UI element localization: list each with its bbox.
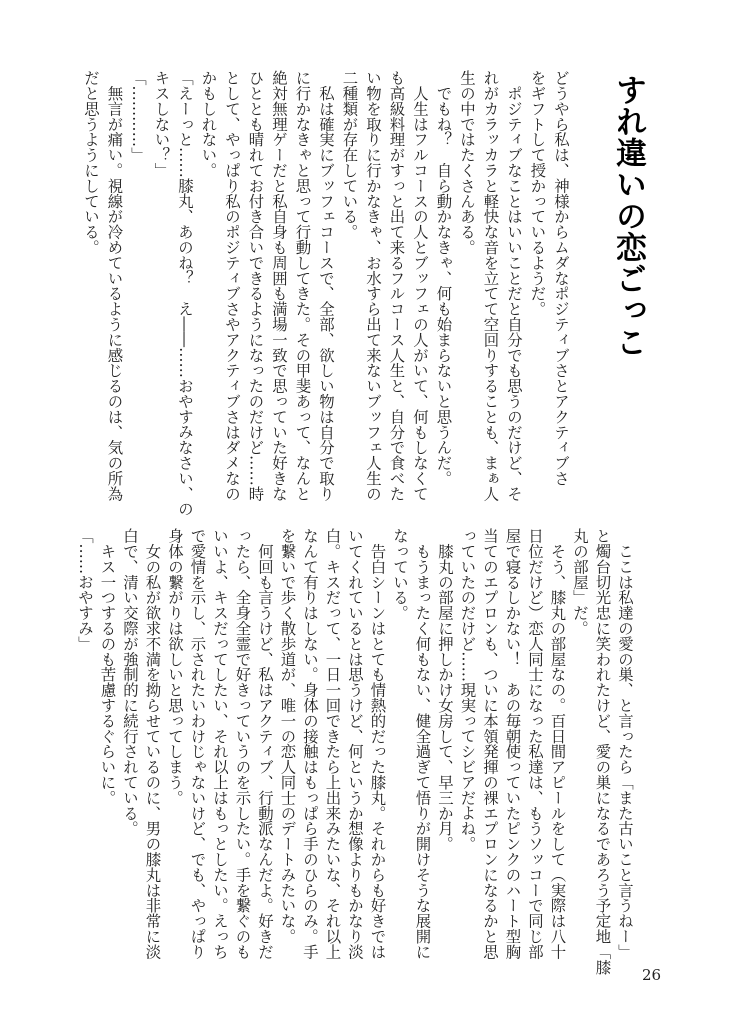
text-line: いてくれているとは思うけど、何というか想像よりもかなり淡	[346, 528, 364, 960]
text-line: っていたのだけど……現実ってシビアだよね。	[458, 528, 477, 852]
text-line: として、やっぱり私のポジティブさやアクティブさはダメなの	[223, 70, 241, 502]
text-line: 日位だけど）恋人同士になった私達は、もうソッコーで同じ部	[526, 528, 544, 960]
text-line: そう、膝丸の部屋なの。百日間アピールをして（実際は八十	[548, 528, 567, 960]
text-line: 膝丸の部屋に押しかけ女房して、早三か月。	[436, 528, 454, 852]
text-line: も高級料理がすっと出て来るフルコース人生と、自分で食べた	[387, 70, 406, 502]
text-line: 「……おやすみ」	[76, 528, 94, 652]
text-line: れがカラッカラと軽快な音を立てて空回りすることも、まぁ人	[481, 70, 500, 502]
text-line: 絶対無理ゲーだと私自身も周囲も満場一致で思っていた好きな	[270, 70, 288, 502]
text-line: を繋いで歩く散歩道が、唯一の恋人同士のデートみたいな。	[278, 528, 297, 944]
text-line: 人生はフルコースの人とブッフェの人がいて、何もしなくて	[411, 70, 429, 502]
text-line: なんて有りはしない。身体の接触はもっぱら手のひらのみ。手	[301, 528, 319, 960]
text-line: 告白シーンはとても情熱的だった膝丸。それからも好きでは	[368, 528, 387, 960]
top-text-block	[79, 70, 573, 517]
text-line: だと思うようにしている。	[82, 70, 100, 255]
text-line: かもしれない。	[199, 70, 218, 178]
text-line: 私は確実にブッフェコースで、全部、欲しい物は自分で取り	[317, 70, 335, 502]
text-line: いいよ、キスだってしたい、それ以上はもっとしたい。えっち	[211, 528, 229, 960]
text-line: をギフトして授かっているようだ。	[528, 70, 547, 317]
text-line: 丸の部屋」だ。	[571, 528, 589, 636]
text-line: 「…………」	[129, 70, 147, 163]
text-line: 「えーっと……膝丸、あのね？ え――……おやすみなさい、の	[176, 70, 194, 517]
text-line: なっている。	[391, 528, 409, 621]
text-line: キス一つするのも苦慮するぐらいに。	[98, 528, 117, 806]
text-line: ポジティブなことはいいことだと自分でも思うのだけど、そ	[505, 70, 523, 502]
text-line: で愛情を示し、示されたいわけじゃないけど、でも、やっぱり	[188, 528, 207, 960]
text-line: 白で、清い交際が強制的に続行されている。	[121, 528, 139, 836]
text-line: ひととも晴れてお付き合いできるようになったのだけど……時	[246, 70, 265, 502]
text-line: 何回も言うけど、私はアクティブ、行動派なんだよ。好きだ	[256, 528, 274, 960]
story-title: すれ違いの恋ごっこ	[610, 74, 646, 358]
text-line: キスしない？」	[152, 70, 171, 178]
text-line: 白。キスだって、一日一回できたら上出来みたいな、それ以上	[323, 528, 342, 960]
text-line: 当てのエプロンも、ついに本領発揮の裸エプロンになるかと思	[481, 528, 499, 960]
text-line: 無言が痛い。視線が冷めているように感じるのは、気の所為	[105, 70, 124, 502]
text-line: ここは私達の愛の巣、と言ったら「また古いこと言うねー」	[616, 528, 634, 960]
text-line: と燭台切光忠に笑われたけど、愛の巣になるであろう予定地「膝	[593, 528, 612, 975]
text-line: 身体の繋がりは欲しいと思ってしまう。	[166, 528, 184, 806]
bottom-text-block	[74, 528, 637, 975]
text-line: い物を取りに行かなきゃ、お水すら出て来ないブッフェ人生の	[364, 70, 382, 502]
text-line: 二種類が存在している。	[340, 70, 359, 240]
text-line: 屋で寝るしかない！ あの毎朝使っていたピンクのハート型胸	[503, 528, 522, 960]
text-line: に行かなきゃと思って行動してきた。その甲斐あって、なんと	[293, 70, 312, 502]
text-line: でもね？ 自ら動かなきゃ、何も始まらないと思うんだ。	[434, 70, 453, 486]
text-line: 女の私が欲求不満を拗らせているのに、男の膝丸は非常に淡	[143, 528, 162, 960]
text-line: 生の中ではたくさんある。	[458, 70, 476, 255]
page-number: 26	[642, 966, 662, 984]
text-line: もうまったく何もない、健全過ぎて悟りが開けそうな展開に	[413, 528, 432, 960]
text-line: ったら、全身全霊で好きっていうのを示したい。手を繋ぐのも	[233, 528, 252, 960]
text-line: どうやら私は、神様からムダなポジティブさとアクティブさ	[552, 70, 570, 486]
